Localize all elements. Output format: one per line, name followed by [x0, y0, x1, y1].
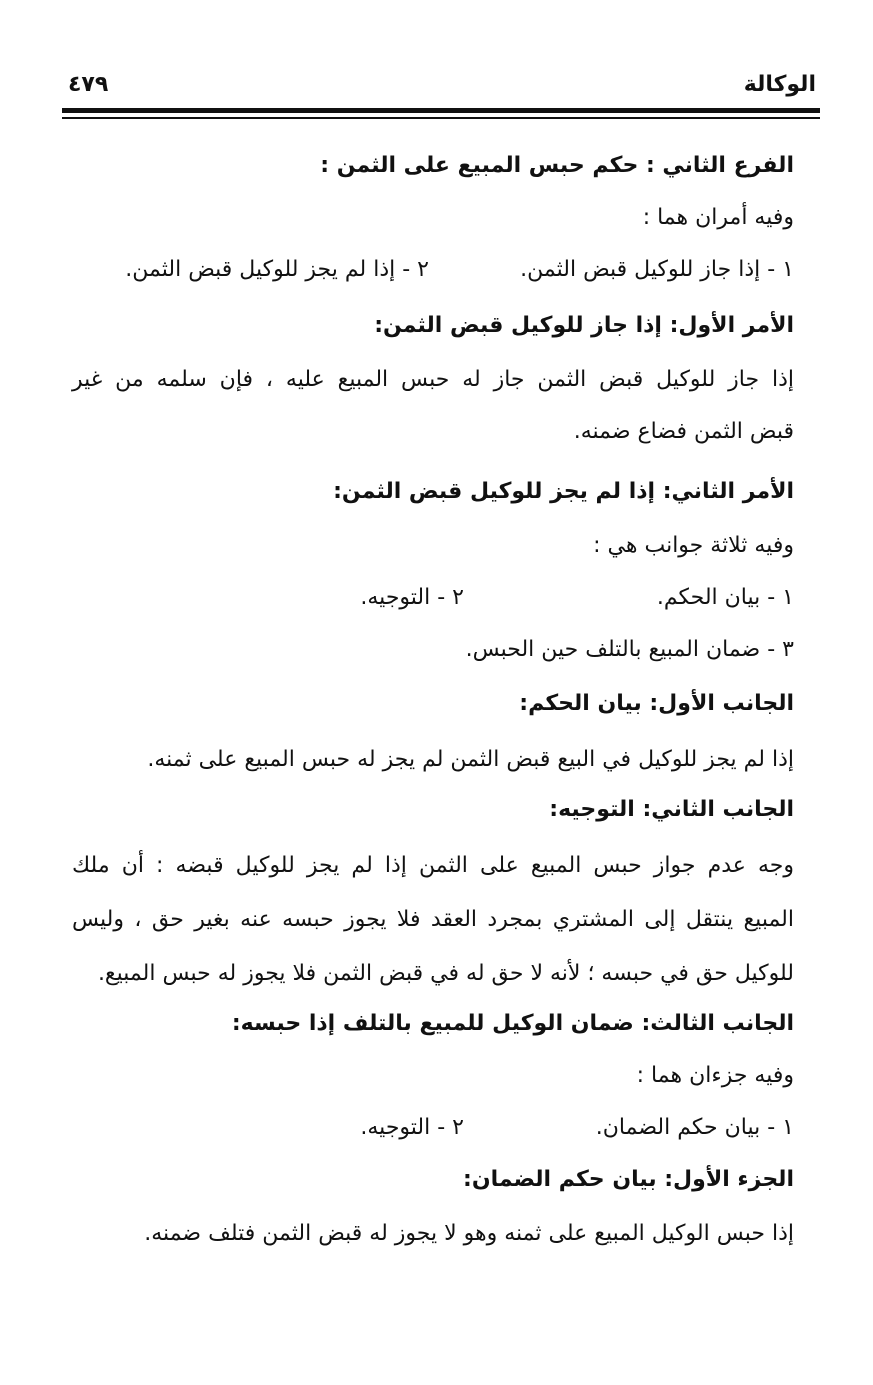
subheading: الجانب الثاني: التوجيه:	[549, 797, 794, 822]
running-header	[62, 72, 820, 106]
paragraph-line: المبيع ينتقل إلى المشتري بمجرد العقد فلا يجوز حبسه عنه بغير حق ، وليس	[72, 907, 794, 932]
header-rule-thick	[62, 108, 820, 113]
intro-line: وفيه ثلاثة جوانب هي :	[593, 533, 794, 558]
enumerated-items-row	[72, 1108, 794, 1148]
intro-line: وفيه جزءان هما :	[636, 1063, 794, 1088]
paragraph-line: للوكيل حق في حبسه ؛ لأنه لا حق له في قبض الثمن فلا يجوز له حبس المبيع.	[97, 961, 794, 986]
paragraph-line: إذا جاز للوكيل قبض الثمن جاز له حبس المبيع عليه ، فإن سلمه من غير	[72, 367, 794, 392]
paragraph-line: إذا حبس الوكيل المبيع على ثمنه وهو لا يجوز له قبض الثمن فتلف ضمنه.	[144, 1221, 794, 1246]
subheading: الجانب الثالث: ضمان الوكيل للمبيع بالتلف إذا حبسه:	[231, 1011, 794, 1036]
section-heading: الفرع الثاني : حكم حبس المبيع على الثمن :	[320, 153, 794, 178]
subheading: الجزء الأول: بيان حكم الضمان:	[463, 1167, 794, 1192]
list-item: ٢ - التوجيه.	[360, 1115, 464, 1140]
list-item: ١ - إذا جاز للوكيل قبض الثمن.	[520, 257, 794, 282]
enumerated-items-row	[72, 250, 794, 290]
header-rule-thin	[62, 117, 820, 119]
subheading: الأمر الأول: إذا جاز للوكيل قبض الثمن:	[374, 313, 794, 338]
enumerated-items-row	[72, 578, 794, 618]
paragraph-line: وجه عدم جواز حبس المبيع على الثمن إذا لم يجز للوكيل قبضه : أن ملك	[72, 853, 794, 878]
paragraph-line: قبض الثمن فضاع ضمنه.	[573, 419, 794, 444]
chapter-title: الوكالة	[743, 72, 816, 97]
subheading: الجانب الأول: بيان الحكم:	[519, 691, 794, 716]
list-item: ١ - بيان حكم الضمان.	[595, 1115, 794, 1140]
list-item: ١ - بيان الحكم.	[656, 585, 794, 610]
paragraph-line: إذا لم يجز للوكيل في البيع قبض الثمن لم يجز له حبس المبيع على ثمنه.	[147, 747, 794, 772]
list-item: ٢ - إذا لم يجز للوكيل قبض الثمن.	[125, 257, 429, 282]
list-item: ٣ - ضمان المبيع بالتلف حين الحبس.	[465, 637, 794, 662]
subheading: الأمر الثاني: إذا لم يجز للوكيل قبض الثمن:	[333, 479, 794, 504]
intro-line: وفيه أمران هما :	[642, 205, 794, 230]
list-item: ٢ - التوجيه.	[360, 585, 464, 610]
page-number: ٤٧٩	[68, 72, 109, 97]
